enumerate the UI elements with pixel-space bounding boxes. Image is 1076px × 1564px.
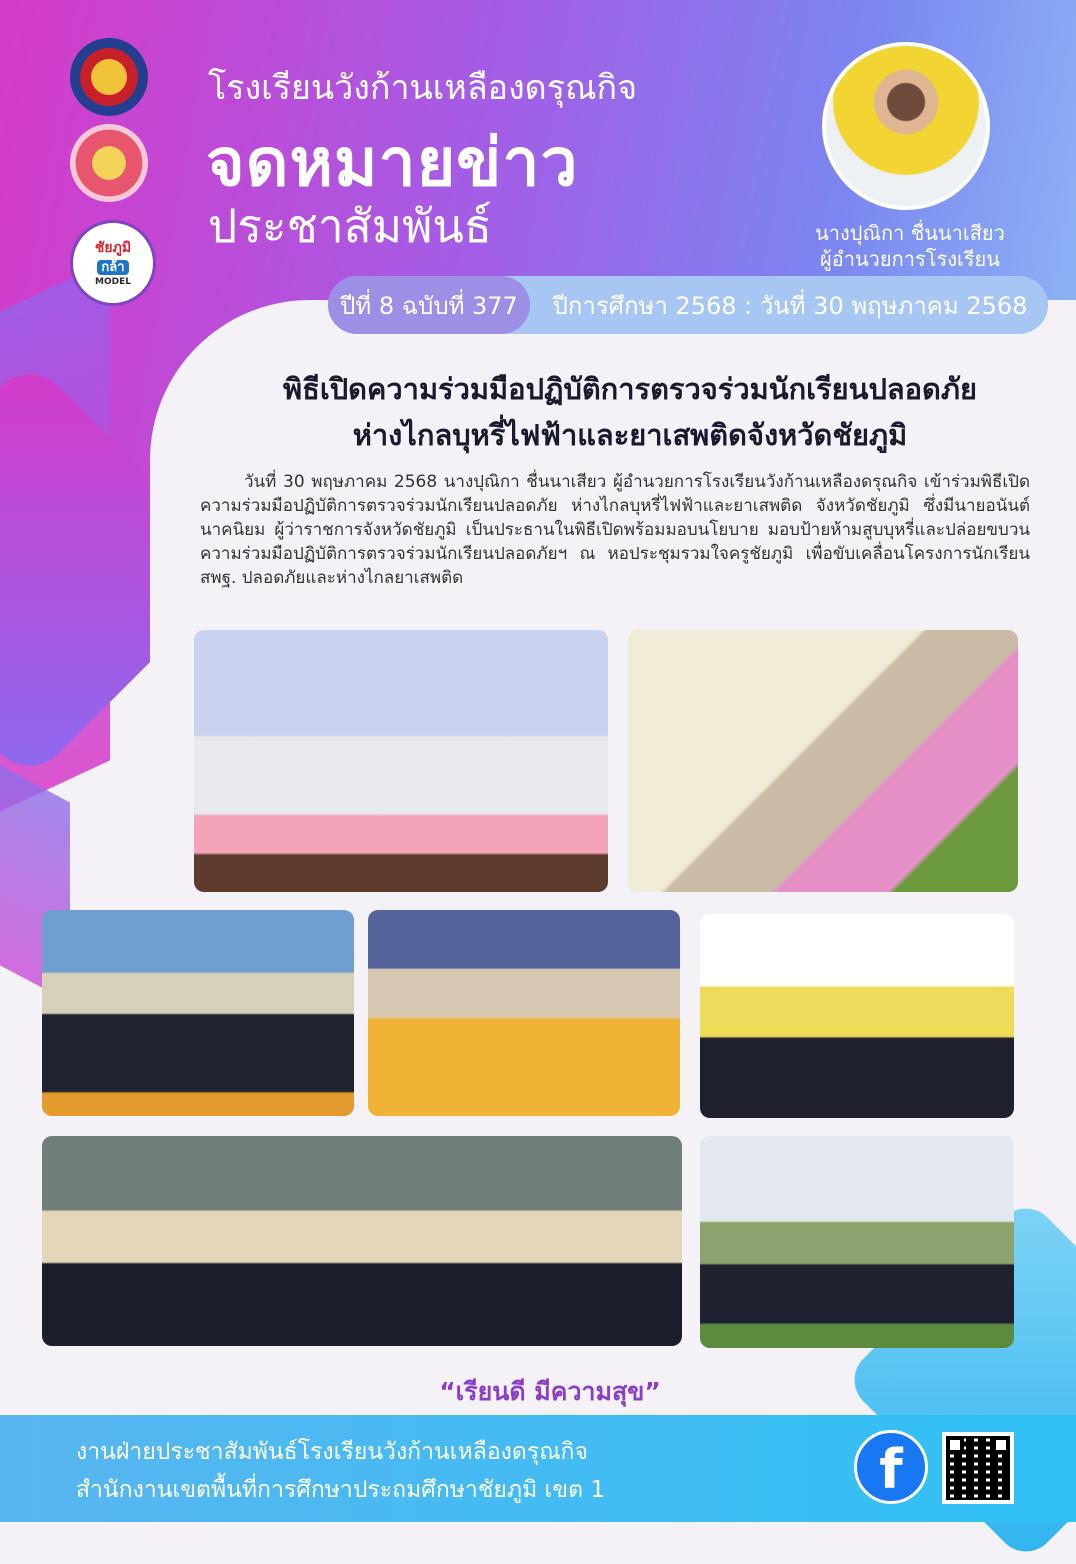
school-slogan: “เรียนดี มีความสุข” — [439, 1377, 661, 1406]
footer-department: งานฝ่ายประชาสัมพันธ์โรงเรียนวังก้านเหลืองดรุณกิจ — [76, 1439, 588, 1465]
article-headline — [150, 366, 1076, 458]
photo-large-group — [42, 1136, 682, 1346]
photo-outdoor-group — [700, 1136, 1014, 1348]
director-position: ผู้อำนวยการโรงเรียน — [820, 247, 1000, 271]
chaiyaphum-model-logo — [70, 220, 156, 306]
director-caption — [790, 220, 1030, 272]
photo-director-thumbs-up — [368, 910, 680, 1116]
newsletter-subtitle: ประชาสัมพันธ์ — [208, 199, 492, 253]
logo-text-bottom: MODEL — [95, 276, 131, 287]
photo-governor-podium — [194, 630, 608, 892]
school-name: โรงเรียนวังก้านเหลืองดรุณกิจ — [208, 68, 638, 108]
logo-text-mid: กล้า — [97, 260, 128, 275]
obec-logo — [70, 38, 148, 116]
director-name: นางปุณิกา ชื่นนาเสียว — [815, 221, 1005, 245]
photo-group-signs — [42, 910, 354, 1116]
footer-office: สำนักงานเขตพื้นที่การศึกษาประถมศึกษาชัยภูมิ เขต 1 — [76, 1477, 606, 1503]
director-photo — [822, 42, 990, 210]
headline-line-1: พิธีเปิดความร่วมมือปฏิบัติการตรวจร่วมนักเรียนปลอดภัย — [283, 372, 977, 406]
photo-speaker-podium — [628, 630, 1018, 892]
headline-line-2: ห่างไกลบุหรี่ไฟฟ้าและยาเสพติดจังหวัดชัยภูมิ — [352, 418, 908, 452]
article-body: วันที่ 30 พฤษภาคม 2568 นางปุณิกา ชื่นนาเสียว ผู้อำนวยการโรงเรียนวังก้านเหลืองดรุณกิจ เข้าร่วมพิธีเปิดความร่วมมือปฏิบัติการตรวจร่วมนักเรียนปลอดภัย ห่างไกลบุหรี่ไฟฟ้าและยาเสพติด จังหวัดชัยภูมิ ซึ่งมีนายอนันต์ นาคนิยม ผู้ว่าราชการจังหวัดชัยภูมิ เป็นประธานในพิธีเปิดพร้อมมอบนโยบาย มอบป้ายห้ามสูบบุหรี่และปล่อยขบวนความร่วมมือปฏิบัติการตรวจร่วมนักเรียนปลอดภัยฯ ณ หอประชุมรวมใจครูชัยภูมิ เพื่อขับเคลื่อนโครงการนักเรียน สพฐ. ปลอดภัยและห่างไกลยาเสพติด — [200, 472, 1030, 588]
issue-number: ปีที่ 8 ฉบับที่ 377 — [328, 276, 530, 334]
school-emblem-logo — [70, 124, 148, 202]
logo-text-top: ชัยภูมิ — [94, 239, 132, 256]
issue-date: ปีการศึกษา 2568 : วันที่ 30 พฤษภาคม 2568 — [552, 291, 1028, 320]
newsletter-title: จดหมายข่าว — [206, 124, 579, 201]
facebook-icon[interactable]: f — [854, 1430, 928, 1504]
qr-code-icon[interactable] — [942, 1432, 1014, 1504]
photo-audience-seated — [700, 914, 1014, 1118]
